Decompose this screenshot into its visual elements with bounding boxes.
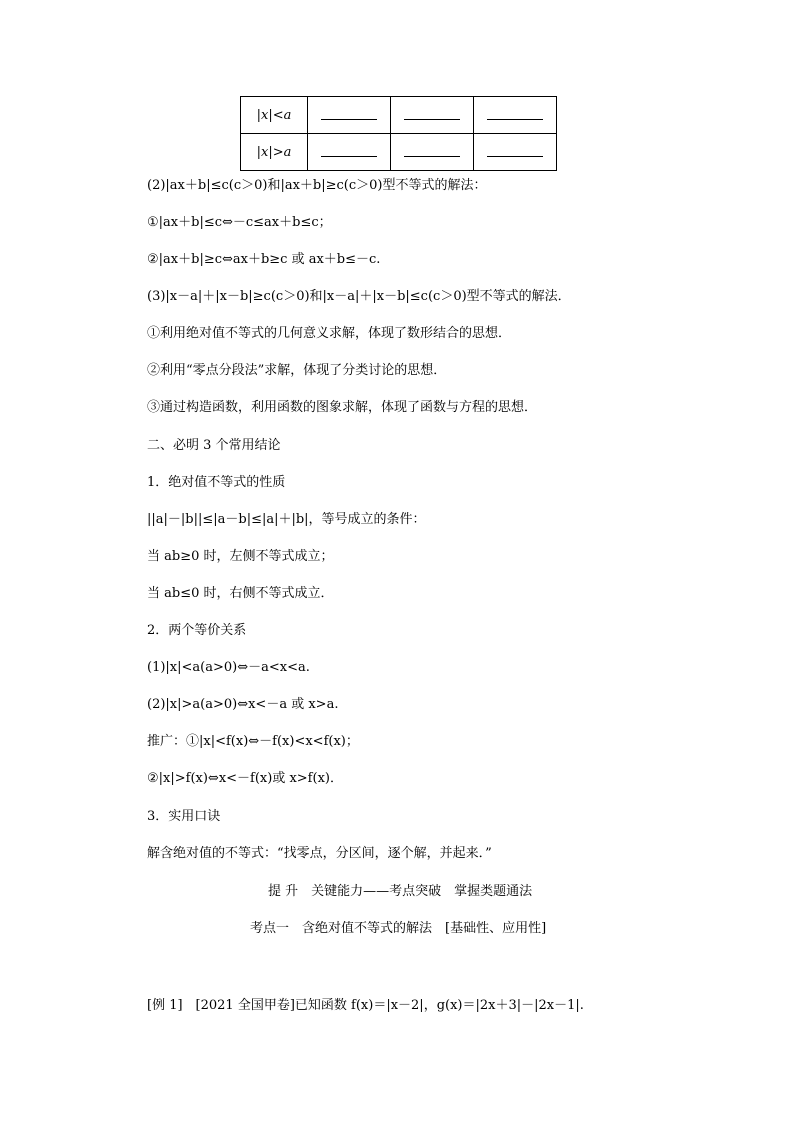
topic-title: 考点一 含绝对值不等式的解法 [基础性、应用性]: [250, 921, 547, 936]
text-line: (3)|x－a|＋|x－b|≥c(c＞0)和|x－a|＋|x－b|≤c(c＞0)型不等式的解法．: [147, 289, 571, 304]
solution-table: [240, 96, 557, 171]
text-line: 当 ab≤0 时，右侧不等式成立．: [147, 586, 334, 601]
text-line: ②|ax＋b|≥c⇔ax＋b≥c 或 ax＋b≤－c.: [147, 252, 381, 267]
subsection-heading: 2．两个等价关系: [147, 623, 247, 638]
text-line: 推广：①|x|<f(x)⇔－f(x)<x<f(x)；: [147, 734, 359, 749]
text-line: ③通过构造函数，利用函数的图象求解，体现了函数与方程的思想．: [147, 400, 538, 415]
section-heading: 二、必明 3 个常用结论: [147, 438, 281, 453]
text-line: (1)|x|<a(a>0)⇔－a<x<a.: [147, 660, 310, 675]
text-line: ①利用绝对值不等式的几何意义求解，体现了数形结合的思想．: [147, 326, 512, 341]
text-line: 当 ab≥0 时，左侧不等式成立；: [147, 549, 334, 564]
subsection-heading: 1．绝对值不等式的性质: [147, 475, 286, 490]
text-line: (2)|ax＋b|≤c(c＞0)和|ax＋b|≥c(c＞0)型不等式的解法：: [147, 178, 487, 193]
blank-cell: [474, 134, 557, 171]
text-line: ②利用“零点分段法”求解，体现了分类讨论的思想．: [147, 363, 447, 378]
row-header: |x|<a: [241, 97, 308, 134]
banner-title: 提 升 关键能力——考点突破 掌握类题通法: [268, 884, 533, 899]
blank-cell: [474, 97, 557, 134]
table-row: [241, 97, 557, 134]
text-line: 解含绝对值的不等式：“找零点，分区间，逐个解，并起来．”: [147, 846, 492, 861]
text-line: ①|ax＋b|≤c⇔－c≤ax＋b≤c；: [147, 215, 332, 230]
text-line: ||a|－|b||≤|a－b|≤|a|＋|b|，等号成立的条件：: [147, 512, 426, 527]
example-line: [例 1] [2021 全国甲卷]已知函数 f(x)＝|x－2|，g(x)＝|2x＋3|－|2x－1|.: [147, 998, 584, 1013]
blank-cell: [391, 97, 474, 134]
subsection-heading: 3．实用口诀: [147, 809, 221, 824]
blank-cell: [308, 97, 391, 134]
table-row: [241, 134, 557, 171]
blank-cell: [391, 134, 474, 171]
blank-cell: [308, 134, 391, 171]
row-header: |x|>a: [241, 134, 308, 171]
text-line: (2)|x|>a(a>0)⇔x<－a 或 x>a.: [147, 697, 339, 712]
text-line: ②|x|>f(x)⇔x<－f(x)或 x>f(x)．: [147, 771, 343, 786]
